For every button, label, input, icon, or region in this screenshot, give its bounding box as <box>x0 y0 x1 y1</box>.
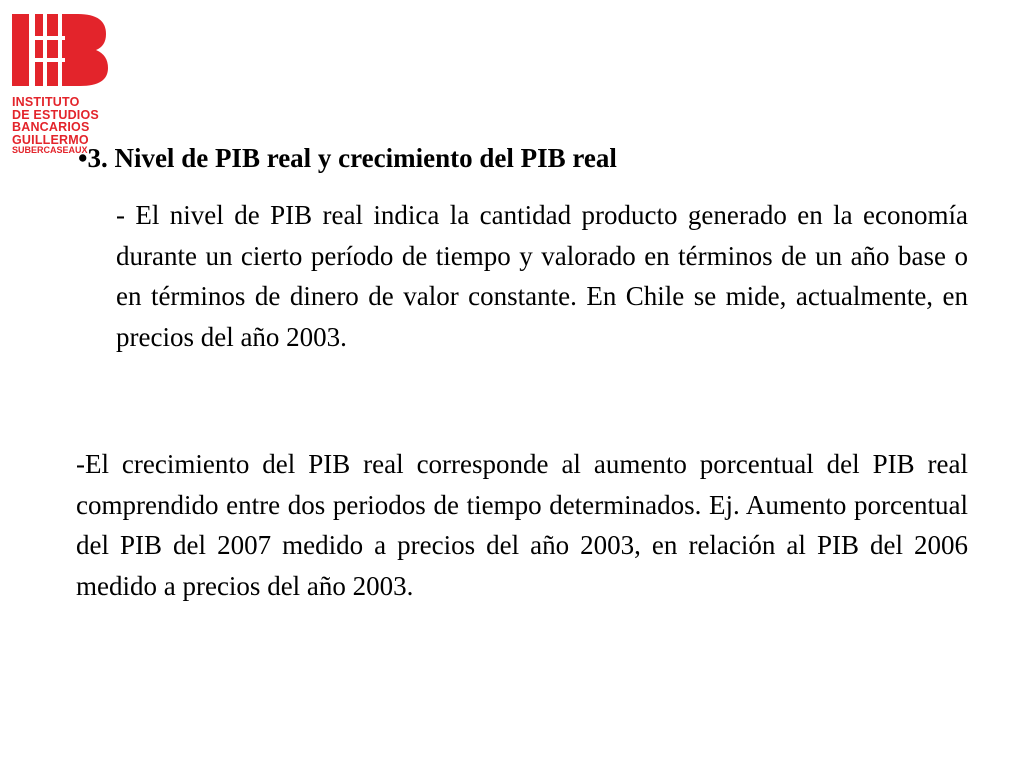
logo-line: BANCARIOS <box>12 120 90 134</box>
logo-mark-icon <box>10 10 110 90</box>
slide-heading: •3. Nivel de PIB real y crecimiento del PIB real <box>78 143 617 173</box>
paragraph-real-gdp-level: - El nivel de PIB real indica la cantidad producto generado en la economía durante un cierto período de tiempo y valorado en términos de un año base o en términos de dinero de valor constante. En Chile se mide, actualmente, en precios del año 2003. <box>116 200 968 352</box>
logo-line: DE ESTUDIOS <box>12 107 99 122</box>
logo-line: SUBERCASEAUX <box>12 145 88 155</box>
institute-logo <box>10 10 110 160</box>
logo-line: GUILLERMO <box>12 132 89 147</box>
logo-line: INSTITUTO <box>12 95 80 109</box>
paragraph-real-gdp-growth: -El crecimiento del PIB real corresponde al aumento porcentual del PIB real comprendido entre dos periodos de tiempo determinados. Ej. Aumento porcentual del PIB del 2007 medido a precios del año 2003, en relación al PIB del 2006 medido a precios del año 2003. <box>76 449 968 601</box>
